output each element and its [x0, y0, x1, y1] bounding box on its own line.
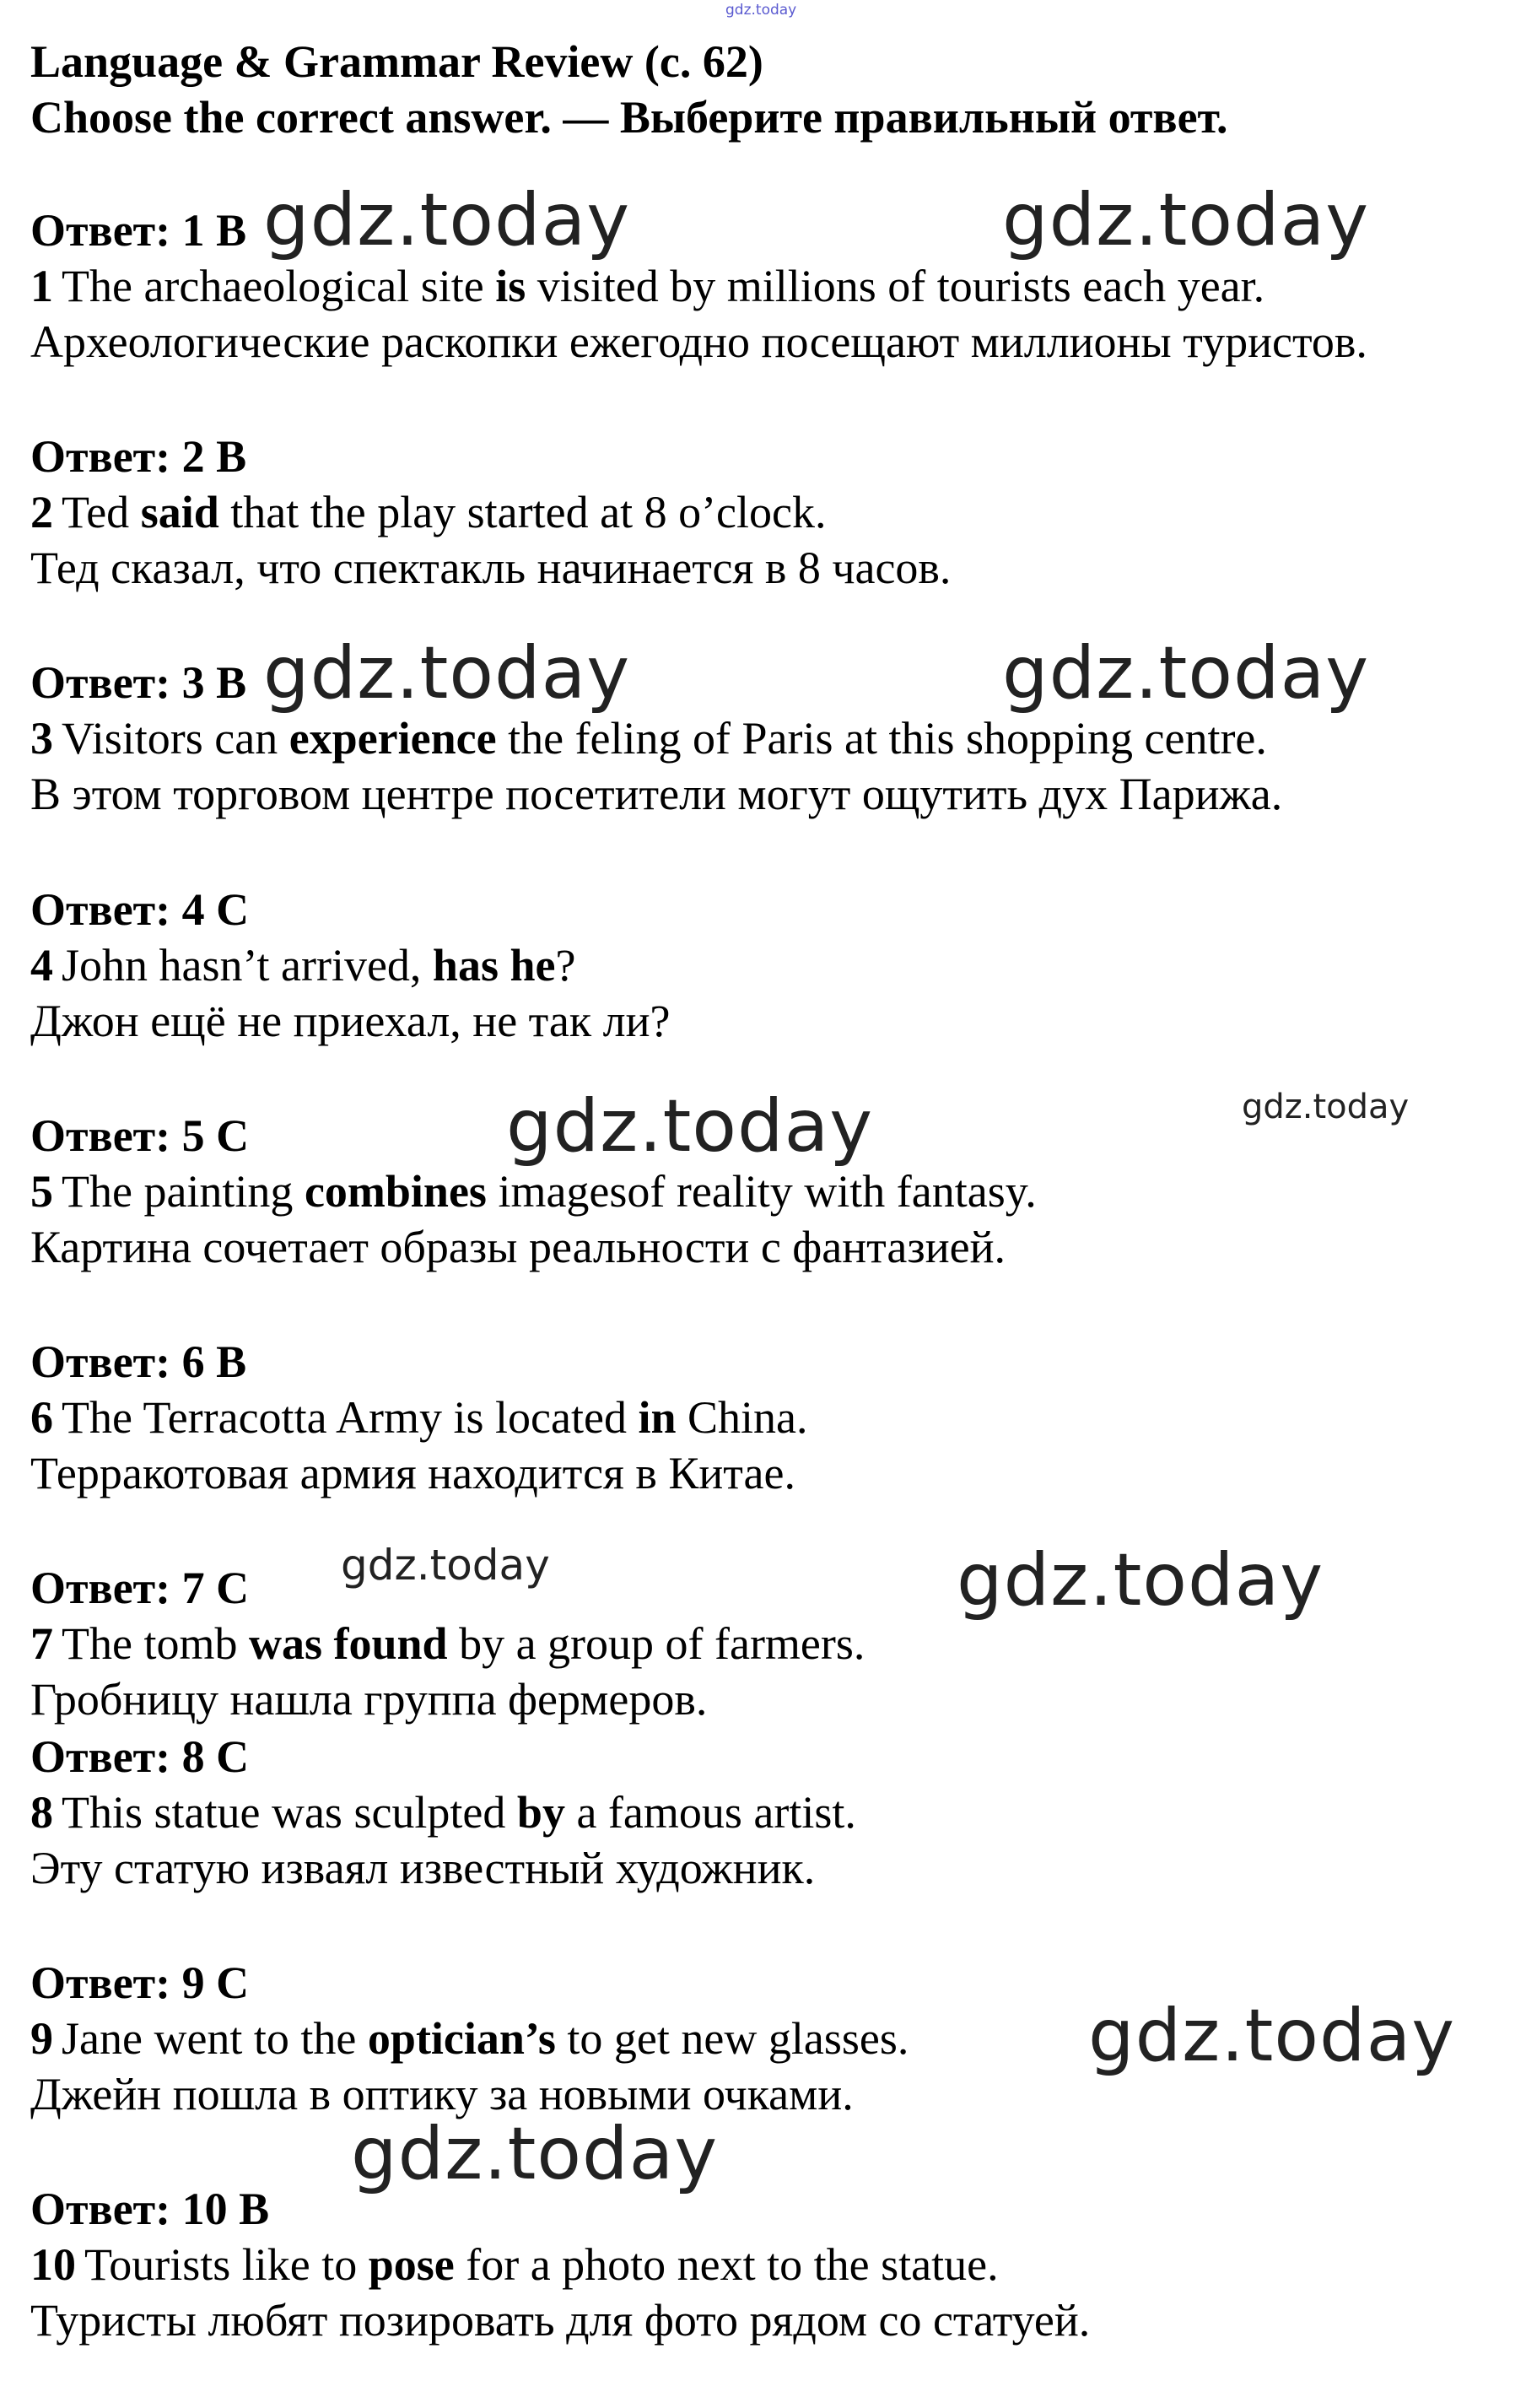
- answer-label: Ответ: 10 B: [30, 2184, 270, 2234]
- watermark: gdz.today: [1088, 1994, 1456, 2078]
- answer-block-10: [30, 2181, 1090, 2348]
- russian-translation: Туристы любят позировать для фото рядом со статуей.: [30, 2295, 1091, 2346]
- header: [30, 34, 1228, 145]
- russian-translation: Картина сочетает образы реальности с фантазией.: [30, 1222, 1006, 1272]
- watermark: gdz.today: [341, 1541, 550, 1590]
- answer-label: Ответ: 9 C: [30, 1957, 250, 2008]
- russian-translation: Джон ещё не приехал, не так ли?: [30, 996, 671, 1046]
- answer-label: Ответ: 2 B: [30, 431, 247, 482]
- answer-block-6: [30, 1334, 808, 1501]
- answer-block-4: [30, 882, 670, 1049]
- answer-block-2: [30, 429, 951, 596]
- russian-translation: Тед сказал, что спектакль начинается в 8 часов.: [30, 543, 952, 593]
- english-sentence: 4 John hasn’t arrived, has he?: [30, 940, 576, 991]
- english-sentence: 3 Visitors can experience the feling of Paris at this shopping centre.: [30, 713, 1267, 764]
- watermark: gdz.today: [263, 631, 631, 715]
- answer-label: Ответ: 8 C: [30, 1731, 250, 1782]
- watermark: gdz.today: [351, 2112, 719, 2196]
- english-sentence: 5 The painting combines imagesof reality with fantasy.: [30, 1166, 1037, 1217]
- english-sentence: 8 This statue was sculpted by a famous artist.: [30, 1787, 856, 1838]
- instruction: Choose the correct answer. — Выберите правильный ответ.: [30, 92, 1228, 143]
- answer-label: Ответ: 1 B: [30, 205, 247, 256]
- answer-label: Ответ: 4 C: [30, 884, 250, 935]
- answer-block-8: [30, 1729, 856, 1896]
- english-sentence: 10 Tourists like to pose for a photo next to the statue.: [30, 2239, 999, 2290]
- russian-translation: Гробницу нашла группа фермеров.: [30, 1674, 708, 1725]
- answer-label: Ответ: 5 C: [30, 1110, 250, 1161]
- russian-translation: Терракотовая армия находится в Китае.: [30, 1448, 795, 1498]
- russian-translation: Эту статую изваял известный художник.: [30, 1843, 816, 1893]
- english-sentence: 2 Ted said that the play started at 8 o’clock.: [30, 487, 827, 537]
- russian-translation: В этом торговом центре посетители могут ощутить дух Парижа.: [30, 769, 1283, 819]
- english-sentence: 7 The tomb was found by a group of farmers.: [30, 1618, 865, 1669]
- watermark: gdz.today: [957, 1538, 1324, 1622]
- answer-label: Ответ: 7 C: [30, 1563, 250, 1613]
- watermark: gdz.today: [263, 178, 631, 262]
- english-sentence: 9 Jane went to the optician’s to get new glasses.: [30, 2013, 909, 2064]
- answer-label: Ответ: 3 B: [30, 657, 247, 708]
- watermark: gdz.today: [1002, 178, 1370, 262]
- russian-translation: Археологические раскопки ежегодно посещают миллионы туристов.: [30, 316, 1367, 367]
- page-title: Language & Grammar Review (с. 62): [30, 36, 763, 87]
- russian-translation: Джейн пошла в оптику за новыми очками.: [30, 2069, 854, 2119]
- english-sentence: 6 The Terracotta Army is located in China.: [30, 1392, 808, 1443]
- english-sentence: 1 The archaeological site is visited by millions of tourists each year.: [30, 261, 1265, 311]
- watermark: gdz.today: [1002, 631, 1370, 715]
- answer-label: Ответ: 6 B: [30, 1336, 247, 1387]
- answer-block-9: [30, 1955, 909, 2122]
- watermark-top: gdz.today: [725, 2, 797, 19]
- watermark: gdz.today: [506, 1084, 874, 1169]
- watermark: gdz.today: [1242, 1088, 1410, 1126]
